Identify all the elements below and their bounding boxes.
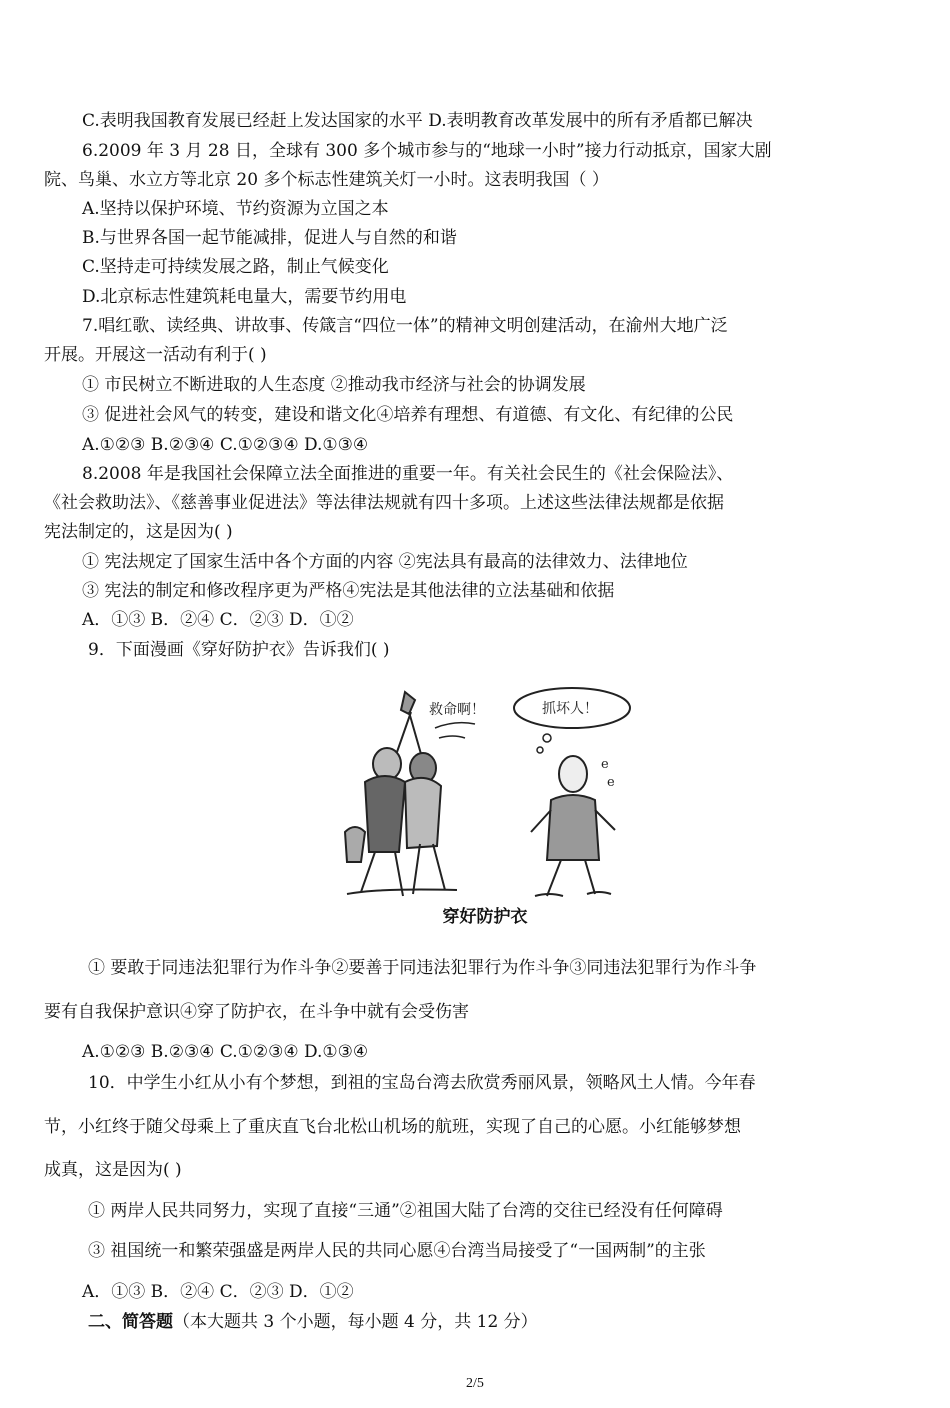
page-number: 2/5 [466, 1376, 484, 1391]
cartoon-bubble-left: 救命啊！ [429, 702, 485, 718]
q8-options-3-4: ③ 宪法的制定和修改程序更为严格④宪法是其他法律的立法基础和依据 [82, 581, 615, 601]
q6-option-c: C.坚持走可持续发展之路，制止气候变化 [82, 257, 389, 277]
q10-stem-line3: 成真，这是因为( ) [44, 1160, 182, 1180]
q9-answers: A.①②③ B.②③④ C.①②③④ D.①③④ [82, 1042, 369, 1062]
cartoon-caption: 穿好防护衣 [442, 907, 528, 927]
q9-options-line2: 要有自我保护意识④穿了防护衣，在斗争中就有会受伤害 [44, 1002, 469, 1022]
q10-options-3-4: ③ 祖国统一和繁荣强盛是两岸人民的共同心愿④台湾当局接受了“一国两制”的主张 [88, 1241, 706, 1261]
q7-stem-line2: 开展。开展这一活动有利于( ) [44, 345, 267, 365]
q10-options-1-2: ① 两岸人民共同努力，实现了直接“三通”②祖国大陆了台湾的交往已经没有任何障碍 [88, 1201, 723, 1221]
svg-text:e: e [607, 775, 615, 790]
q5-option-c-d: C.表明我国教育发展已经赶上发达国家的水平 D.表明教育改革发展中的所有矛盾都已解决 [82, 111, 753, 131]
q6-option-d: D.北京标志性建筑耗电量大，需要节约用电 [82, 287, 407, 307]
q7-options-1-2: ① 市民树立不断进取的人生态度 ②推动我市经济与社会的协调发展 [82, 375, 586, 395]
q9-stem: 9．下面漫画《穿好防护衣》告诉我们( ) [88, 640, 390, 660]
q6-option-b: B.与世界各国一起节能减排，促进人与自然的和谐 [82, 228, 457, 248]
cartoon-illustration [325, 682, 645, 932]
q7-stem-line1: 7.唱红歌、读经典、讲故事、传箴言“四位一体”的精神文明创建活动，在渝州大地广泛 [82, 316, 728, 336]
cartoon-bubble-right: 抓坏人！ [542, 701, 598, 717]
q8-stem-line1: 8.2008 年是我国社会保障立法全面推进的重要一年。有关社会民生的《社会保险法》、 [82, 464, 734, 484]
q9-options-line1: ① 要敢于同违法犯罪行为作斗争②要善于同违法犯罪行为作斗争③同违法犯罪行为作斗争 [88, 958, 757, 978]
section-2-heading [88, 1311, 538, 1333]
q10-stem-line1: 10．中学生小红从小有个梦想，到祖的宝岛台湾去欣赏秀丽风景，领略风土人情。今年春 [88, 1073, 756, 1093]
q7-answers: A.①②③ B.②③④ C.①②③④ D.①③④ [82, 435, 369, 455]
q8-stem-line2: 《社会救助法》、《慈善事业促进法》等法律法规就有四十多项。上述这些法律法规都是依据 [44, 493, 724, 513]
section-2-note: （本大题共 3 个小题，每小题 4 分，共 12 分） [173, 1312, 538, 1332]
q10-stem-line2: 节，小红终于随父母乘上了重庆直飞台北松山机场的航班，实现了自己的心愿。小红能够梦想 [44, 1117, 741, 1137]
q10-answers: A．①③ B．②④ C．②③ D．①② [82, 1282, 354, 1302]
q8-answers: A．①③ B．②④ C．②③ D．①② [82, 610, 354, 630]
q7-options-3-4: ③ 促进社会风气的转变，建设和谐文化④培养有理想、有道德、有文化、有纪律的公民 [82, 405, 734, 425]
svg-text:e: e [601, 757, 609, 772]
q6-stem-line2: 院、鸟巢、水立方等北京 20 多个标志性建筑关灯一小时。这表明我国（ ） [44, 170, 609, 190]
section-2-title: 二、简答题 [88, 1312, 173, 1332]
q6-option-a: A.坚持以保护环境、节约资源为立国之本 [82, 199, 389, 219]
q8-options-1-2: ① 宪法规定了国家生活中各个方面的内容 ②宪法具有最高的法律效力、法律地位 [82, 552, 688, 572]
q8-stem-line3: 宪法制定的，这是因为( ) [44, 522, 233, 542]
q6-stem-line1: 6.2009 年 3 月 28 日，全球有 300 多个城市参与的“地球一小时”接力行动抵京，国家大剧 [82, 141, 772, 161]
